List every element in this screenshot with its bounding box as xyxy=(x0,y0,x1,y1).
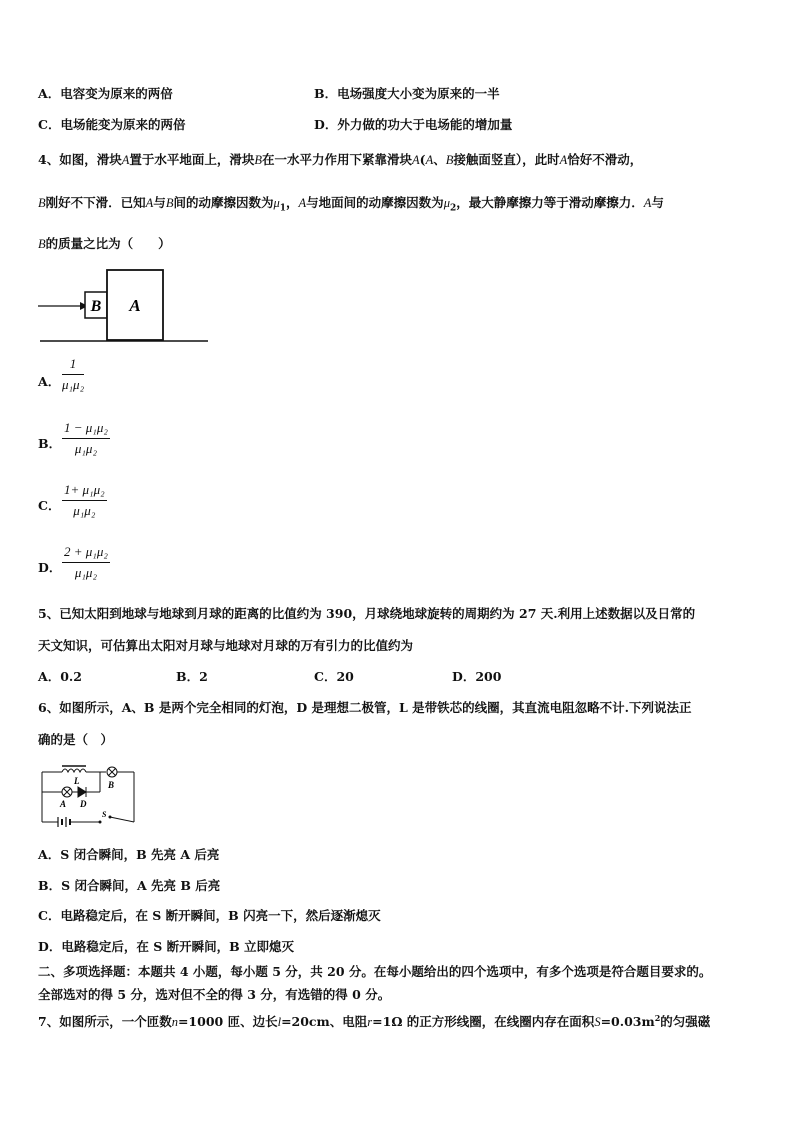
q7-stem-line1: 7、如图所示，一个匝数n=1000 匝、边长l=20cm、电阻r=1Ω 的正方形线圈，在线圈内存在面积$S=0.03m^2$的匀强磁 xyxy=(38,1012,711,1029)
q5-option-c: C．20 xyxy=(314,669,354,684)
q4-stem-line2: B刚好不下滑．已知A与B间的动摩擦因数为$\mu_1$，A与地面间的动摩擦因数为$\mu_2$，最大静摩擦力等于滑动摩擦力．A与 xyxy=(38,195,664,214)
q4-option-d-fraction xyxy=(62,544,110,581)
svg-text:L: L xyxy=(74,776,80,786)
section2-heading-line2: 全部选对的得 5 分，选对但不全的得 3 分，有选错的得 0 分。 xyxy=(38,987,391,1002)
q4-option-a-fraction xyxy=(62,356,84,393)
q4-option-d-num: 2 + μ₁μ₂ xyxy=(62,544,110,563)
q4-option-c-letter: C． xyxy=(38,498,61,513)
svg-text:S: S xyxy=(102,810,107,819)
q6-option-c: C．电路稳定后，在 S 断开瞬间，B 闪亮一下，然后逐渐熄灭 xyxy=(38,908,381,923)
q5-stem-line2: 天文知识，可估算出太阳对月球与地球对月球的万有引力的比值约为 xyxy=(38,638,414,653)
q4-option-b-fraction xyxy=(62,420,110,457)
q4-option-c-fraction xyxy=(62,482,107,519)
q4-option-c-num: 1+ μ₁μ₂ xyxy=(62,482,107,501)
q3-option-b: B．电场强度大小变为原来的一半 xyxy=(314,86,500,101)
q4-stem-line3: B的质量之比为（ ） xyxy=(38,236,171,251)
q5-option-d: D．200 xyxy=(452,669,502,684)
q4-option-b-letter: B． xyxy=(38,436,62,451)
q6-stem-line1: 6、如图所示，A、B 是两个完全相同的灯泡，D 是理想二极管，L 是带铁芯的线圈，其直流电阻忽略不计.下列说法正 xyxy=(38,700,692,715)
q4-option-b-den: μ₁μ₂ xyxy=(74,441,97,456)
q5-stem-line1: 5、已知太阳到地球与地球到月球的距离的比值约为 390，月球绕地球旋转的周期约为 27 天.利用上述数据以及日常的 xyxy=(38,606,696,621)
q4-option-b-num: 1 − μ₁μ₂ xyxy=(62,420,110,439)
q6-option-a: A．S 闭合瞬间，B 先亮 A 后亮 xyxy=(38,847,220,862)
diode-d xyxy=(78,787,86,797)
block-b-label: B xyxy=(90,298,102,315)
section2-heading-line1: 二、多项选择题：本题共 4 小题，每小题 5 分，共 20 分。在每小题给出的四个选项中，有多个选项是符合题目要求的。 xyxy=(38,964,712,979)
block-a-label: A xyxy=(129,296,141,315)
svg-text:D: D xyxy=(80,799,87,809)
q4-figure xyxy=(36,266,212,346)
q5-option-a: A．0.2 xyxy=(38,669,82,684)
q6-option-d: D．电路稳定后，在 S 断开瞬间，B 立即熄灭 xyxy=(38,939,294,954)
switch-s xyxy=(109,816,112,819)
q6-circuit-figure xyxy=(38,762,138,830)
q6-stem-line2: 确的是（ ） xyxy=(38,732,114,747)
q4-option-a-letter: A． xyxy=(38,374,61,389)
q3-option-c: C．电场能变为原来的两倍 xyxy=(38,117,186,132)
q3-option-d: D．外力做的功大于电场能的增加量 xyxy=(314,117,513,132)
q4-option-c-den: μ₁μ₂ xyxy=(73,503,96,518)
q5-option-b: B．2 xyxy=(176,669,208,684)
q4-option-d-letter: D． xyxy=(38,560,62,575)
q4-option-a-den: μ₁μ₂ xyxy=(62,377,85,392)
q6-option-b: B．S 闭合瞬间，A 先亮 B 后亮 xyxy=(38,878,221,893)
svg-text:B: B xyxy=(108,780,115,790)
q4-option-a-num: 1 xyxy=(62,356,84,375)
inductor-l xyxy=(62,769,86,772)
q3-option-a: A．电容变为原来的两倍 xyxy=(38,86,173,101)
q4-stem-line1: 4、如图，滑块A置于水平地面上，滑块B在一水平力作用下紧靠滑块A(A、B接触面竖直），此时A恰好不滑动， xyxy=(38,152,643,167)
svg-text:A: A xyxy=(60,799,67,809)
q4-option-d-den: μ₁μ₂ xyxy=(74,565,97,580)
